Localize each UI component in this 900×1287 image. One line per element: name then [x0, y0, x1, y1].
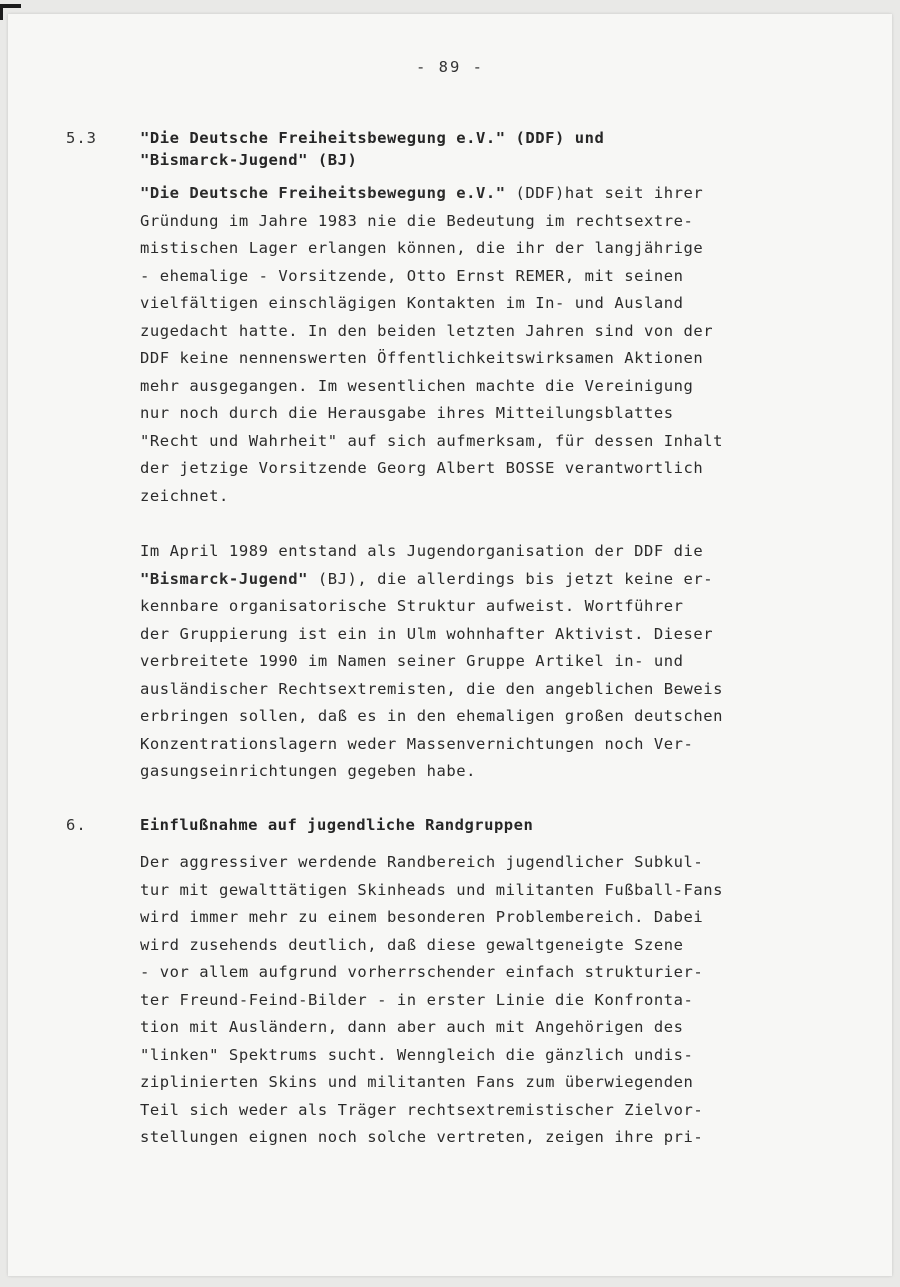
paragraph-line: tion mit Ausländern, dann aber auch mit Angehörigen des: [140, 1018, 684, 1036]
paragraph-line: nur noch durch die Herausgabe ihres Mitteilungsblattes: [140, 404, 674, 422]
paragraph-line: zugedacht hatte. In den beiden letzten Jahren sind von der: [140, 321, 714, 340]
paragraph-line: tur mit gewalttätigen Skinheads und militanten Fußball-Fans: [140, 880, 724, 899]
paragraph-line: ziplinierten Skins und militanten Fans zum überwiegenden: [140, 1073, 694, 1091]
paragraph-line: DDF keine nennenswerten Öffentlichkeitswirksamen Aktionen: [140, 349, 704, 367]
section-number-5-3: 5.3: [66, 129, 97, 147]
paragraph-line: der Gruppierung ist ein in Ulm wohnhafter Aktivist. Dieser: [140, 624, 714, 643]
corner-mark: [0, 4, 21, 20]
paragraph-line: Im April 1989 entstand als Jugendorganisation der DDF die: [140, 542, 704, 560]
paragraph-line: - ehemalige - Vorsitzende, Otto Ernst REMER, mit seinen: [140, 266, 684, 285]
paragraph-line: vielfältigen einschlägigen Kontakten im In- und Ausland: [140, 294, 684, 312]
paragraph-line: mistischen Lager erlangen können, die ihr der langjährige: [140, 239, 704, 257]
line-rest: (BJ), die allerdings bis jetzt keine er-: [308, 569, 714, 588]
emphasis-ddf: "Die Deutsche Freiheitsbewegung e.V.": [140, 184, 506, 202]
paragraph-line: Konzentrationslagern weder Massenvernichtungen noch Ver-: [140, 734, 694, 753]
paragraph-line: "Recht und Wahrheit" auf sich aufmerksam, für dessen Inhalt: [140, 431, 724, 450]
paragraph-line: ter Freund-Feind-Bilder - in erster Linie die Konfronta-: [140, 990, 694, 1009]
paragraph-line: wird zusehends deutlich, daß diese gewaltgeneigte Szene: [140, 935, 684, 954]
paragraph-line: [140, 566, 800, 594]
paragraph-randgruppen: [140, 849, 800, 1152]
paragraph-line: [140, 180, 800, 208]
page-number: - 89 -: [416, 58, 484, 76]
paragraph-line: stellungen eignen noch solche vertreten, zeigen ihre pri-: [140, 1128, 704, 1146]
line-rest: (DDF)hat seit ihrer: [505, 184, 704, 202]
section-heading-line: "Die Deutsche Freiheitsbewegung e.V." (DDF) und: [140, 129, 605, 147]
paragraph-line: verbreitete 1990 im Namen seiner Gruppe Artikel in- und: [140, 652, 684, 670]
paragraph-line: erbringen sollen, daß es in den ehemaligen großen deutschen: [140, 707, 724, 725]
paragraph-line: mehr ausgegangen. Im wesentlichen machte die Vereinigung: [140, 376, 694, 395]
paragraph-line: ausländischer Rechtsextremisten, die den angeblichen Beweis: [140, 679, 724, 698]
paragraph-line: Teil sich weder als Träger rechtsextremistischer Zielvor-: [140, 1100, 704, 1119]
paragraph-line: wird immer mehr zu einem besonderen Problembereich. Dabei: [140, 908, 704, 926]
paragraph-line: zeichnet.: [140, 486, 229, 505]
section-heading-line: "Bismarck-Jugend" (BJ): [140, 150, 358, 169]
paragraph-line: Gründung im Jahre 1983 nie die Bedeutung im rechtsextre-: [140, 211, 694, 230]
paragraph-line: "linken" Spektrums sucht. Wenngleich die gänzlich undis-: [140, 1045, 694, 1064]
paragraph-bismarck-jugend: [140, 538, 800, 786]
section-number-6: 6.: [66, 816, 87, 834]
paragraph-line: der jetzige Vorsitzende Georg Albert BOSSE verantwortlich: [140, 459, 704, 477]
section-heading-5-3: [140, 125, 604, 174]
paragraph-line: Der aggressiver werdende Randbereich jugendlicher Subkul-: [140, 853, 704, 871]
section-heading-6: Einflußnahme auf jugendliche Randgruppen: [140, 816, 534, 834]
paragraph-line: - vor allem aufgrund vorherrschender einfach strukturier-: [140, 963, 704, 981]
paragraph-ddf: [140, 180, 800, 510]
paragraph-line: kennbare organisatorische Struktur aufweist. Wortführer: [140, 597, 684, 615]
emphasis-bj: "Bismarck-Jugend": [140, 569, 308, 588]
paragraph-line: gasungseinrichtungen gegeben habe.: [140, 762, 476, 780]
